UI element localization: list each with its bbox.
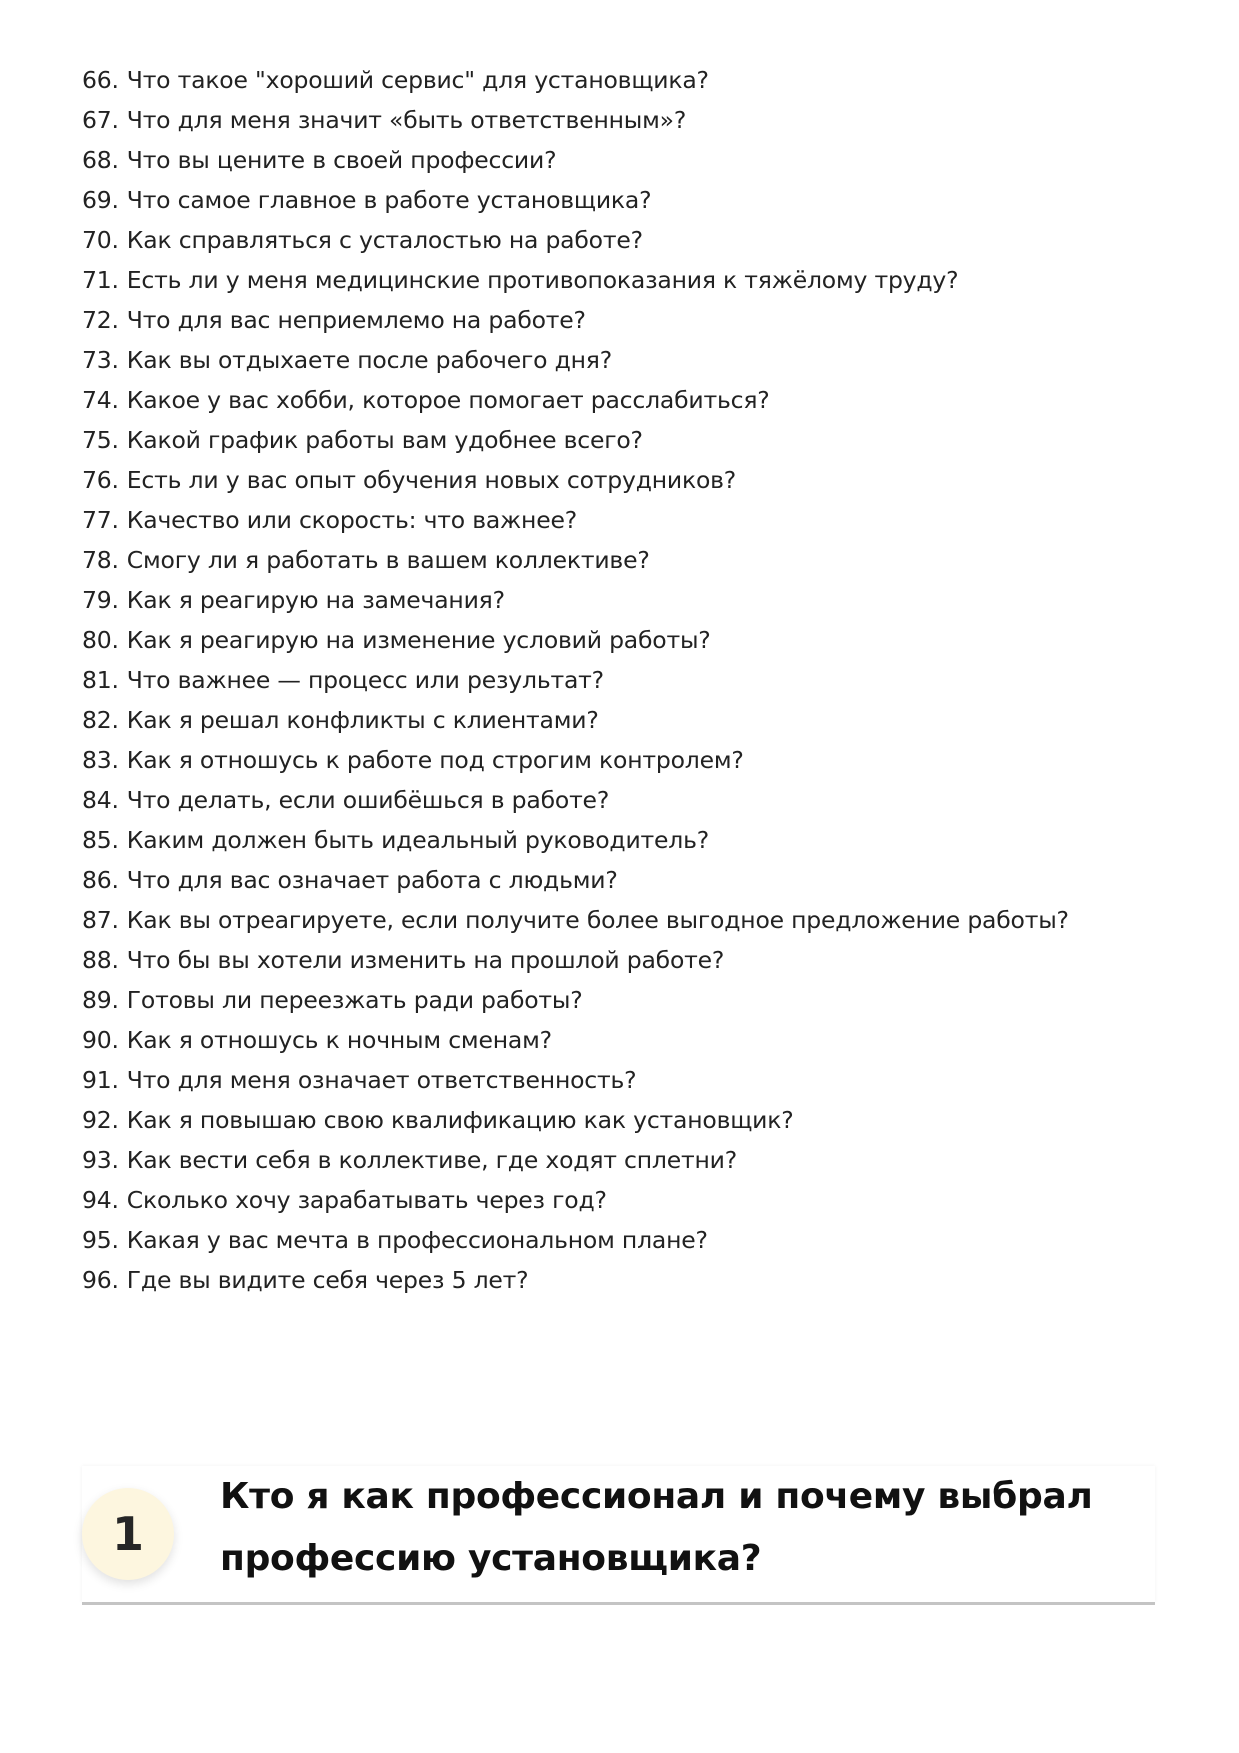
question-item — [82, 1020, 1069, 1060]
question-number: 92. — [82, 1106, 119, 1134]
question-number: 94. — [82, 1186, 119, 1214]
question-number: 66. — [82, 66, 119, 94]
question-item — [82, 940, 1069, 980]
question-item — [82, 460, 1069, 500]
question-item — [82, 220, 1069, 260]
question-item — [82, 580, 1069, 620]
question-text: Есть ли у вас опыт обучения новых сотрудников? — [126, 466, 737, 494]
question-text: Готовы ли переезжать ради работы? — [126, 986, 583, 1014]
question-item — [82, 1180, 1069, 1220]
question-text: Что такое "хороший сервис" для установщика? — [126, 66, 709, 94]
question-text: Как я реагирую на замечания? — [126, 586, 505, 614]
question-text: Как я повышаю свою квалификацию как установщик? — [126, 1106, 794, 1134]
question-text: Как вы отреагируете, если получите более выгодное предложение работы? — [126, 906, 1069, 934]
question-number: 84. — [82, 786, 119, 814]
question-item — [82, 60, 1069, 100]
question-item — [82, 140, 1069, 180]
question-item — [82, 860, 1069, 900]
question-number: 71. — [82, 266, 119, 294]
section-title: Кто я как профессионал и почему выбрал профессию установщика? — [220, 1476, 1093, 1579]
section-heading-card — [82, 1466, 1155, 1602]
question-item — [82, 180, 1069, 220]
question-text: Смогу ли я работать в вашем коллективе? — [126, 546, 650, 574]
question-text: Что для меня означает ответственность? — [126, 1066, 637, 1094]
question-number: 78. — [82, 546, 119, 574]
question-text: Что самое главное в работе установщика? — [126, 186, 652, 214]
question-text: Как я реагирую на изменение условий работы? — [126, 626, 711, 654]
question-text: Есть ли у меня медицинские противопоказания к тяжёлому труду? — [126, 266, 959, 294]
question-number: 80. — [82, 626, 119, 654]
question-text: Что для вас неприемлемо на работе? — [126, 306, 586, 334]
question-number: 68. — [82, 146, 119, 174]
question-item — [82, 1260, 1069, 1300]
question-text: Как справляться с усталостью на работе? — [126, 226, 643, 254]
question-number: 93. — [82, 1146, 119, 1174]
question-item — [82, 1140, 1069, 1180]
question-number: 96. — [82, 1266, 119, 1294]
question-number: 95. — [82, 1226, 119, 1254]
question-number: 69. — [82, 186, 119, 214]
question-number: 74. — [82, 386, 119, 414]
question-text: Как я отношусь к работе под строгим контролем? — [126, 746, 744, 774]
question-item — [82, 300, 1069, 340]
question-number: 72. — [82, 306, 119, 334]
question-number: 90. — [82, 1026, 119, 1054]
question-number: 83. — [82, 746, 119, 774]
question-text: Каким должен быть идеальный руководитель? — [126, 826, 710, 854]
question-list — [82, 60, 1069, 1300]
question-item — [82, 1060, 1069, 1100]
question-text: Что вы цените в своей профессии? — [126, 146, 557, 174]
question-number: 87. — [82, 906, 119, 934]
question-number: 88. — [82, 946, 119, 974]
question-text: Какое у вас хобби, которое помогает расслабиться? — [126, 386, 770, 414]
question-number: 89. — [82, 986, 119, 1014]
question-number: 73. — [82, 346, 119, 374]
question-text: Как я отношусь к ночным сменам? — [126, 1026, 552, 1054]
question-item — [82, 340, 1069, 380]
question-text: Где вы видите себя через 5 лет? — [126, 1266, 529, 1294]
question-text: Что бы вы хотели изменить на прошлой работе? — [126, 946, 725, 974]
section-divider — [82, 1602, 1155, 1605]
question-text: Сколько хочу зарабатывать через год? — [126, 1186, 607, 1214]
question-item — [82, 100, 1069, 140]
question-item — [82, 900, 1069, 940]
question-number: 79. — [82, 586, 119, 614]
question-item — [82, 660, 1069, 700]
question-item — [82, 780, 1069, 820]
question-item — [82, 1100, 1069, 1140]
question-number: 91. — [82, 1066, 119, 1094]
question-number: 76. — [82, 466, 119, 494]
question-item — [82, 700, 1069, 740]
question-item — [82, 420, 1069, 460]
question-number: 77. — [82, 506, 119, 534]
question-text: Как я решал конфликты с клиентами? — [126, 706, 599, 734]
question-item — [82, 740, 1069, 780]
question-number: 81. — [82, 666, 119, 694]
question-item — [82, 260, 1069, 300]
question-text: Что важнее — процесс или результат? — [126, 666, 604, 694]
question-item — [82, 380, 1069, 420]
question-text: Какой график работы вам удобнее всего? — [126, 426, 643, 454]
question-number: 70. — [82, 226, 119, 254]
question-text: Какая у вас мечта в профессиональном плане? — [126, 1226, 708, 1254]
question-number: 75. — [82, 426, 119, 454]
question-number: 86. — [82, 866, 119, 894]
question-text: Качество или скорость: что важнее? — [126, 506, 577, 534]
question-item — [82, 540, 1069, 580]
question-number: 82. — [82, 706, 119, 734]
question-number: 67. — [82, 106, 119, 134]
question-text: Что делать, если ошибёшься в работе? — [126, 786, 610, 814]
question-item — [82, 980, 1069, 1020]
question-text: Как вести себя в коллективе, где ходят сплетни? — [126, 1146, 737, 1174]
question-number: 85. — [82, 826, 119, 854]
question-text: Что для меня значит «быть ответственным»? — [126, 106, 687, 134]
question-item — [82, 820, 1069, 860]
section-number-badge: 1 — [82, 1488, 174, 1580]
question-item — [82, 1220, 1069, 1260]
question-text: Что для вас означает работа с людьми? — [126, 866, 618, 894]
question-item — [82, 500, 1069, 540]
question-text: Как вы отдыхаете после рабочего дня? — [126, 346, 613, 374]
question-item — [82, 620, 1069, 660]
